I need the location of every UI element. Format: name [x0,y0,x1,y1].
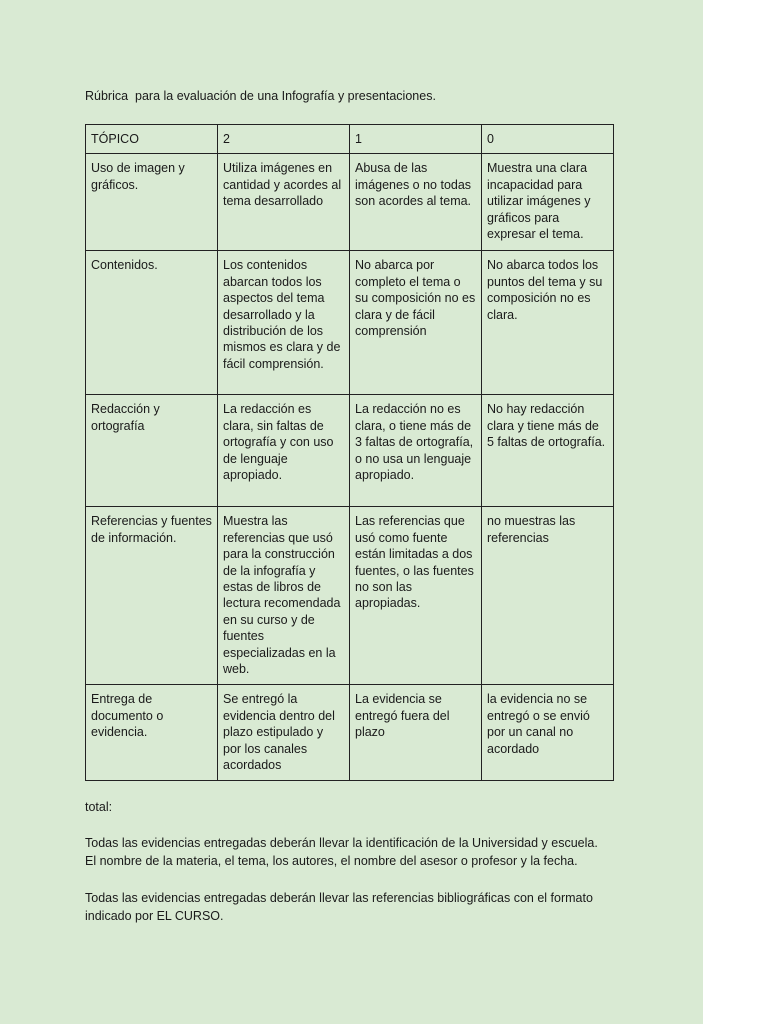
total-label: total: [85,800,113,814]
table-cell: Los contenidos abarcan todos los aspectos del tema desarrollado y la distribución de los mismos es clara y de fácil comprensión. [218,251,350,395]
table-cell: Muestra las referencias que usó para la construcción de la infografía y estas de libros de lectura recomendada en su curso y de fuentes especializadas en la web. [218,507,350,685]
identification-note [85,835,645,870]
identification-note-line-2: El nombre de la materia, el tema, los autores, el nombre del asesor o profesor y la fecha. [85,853,578,868]
document-title: Rúbrica para la evaluación de una Infografía y presentaciones. [85,89,436,103]
references-note-line-1: Todas las evidencias entregadas deberán llevar las referencias bibliográficas con el formato [85,891,593,905]
table-cell: Utiliza imágenes en cantidad y acordes al tema desarrollado [218,154,350,251]
table-cell: Entrega de documento o evidencia. [86,685,218,781]
rubric-table [85,124,614,781]
table-cell: No hay redacción clara y tiene más de 5 faltas de ortografía. [482,395,614,507]
references-note [85,890,645,925]
header-cell-score-1: 1 [350,125,482,154]
header-cell-score-0: 0 [482,125,614,154]
header-cell-topico: TÓPICO [86,125,218,154]
table-row [86,154,614,251]
table-cell: Redacción y ortografía [86,395,218,507]
table-cell: No abarca por completo el tema o su composición no es clara y de fácil comprensión [350,251,482,395]
table-cell: Se entregó la evidencia dentro del plazo estipulado y por los canales acordados [218,685,350,781]
table-header-row [86,125,614,154]
table-cell: Muestra una clara incapacidad para utilizar imágenes y gráficos para expresar el tema. [482,154,614,251]
identification-note-line-1: Todas las evidencias entregadas deberán llevar la identificación de la Universidad y escuela. [85,836,598,850]
table-cell: Uso de imagen y gráficos. [86,154,218,251]
table-row [86,251,614,395]
table-cell: La evidencia se entregó fuera del plazo [350,685,482,781]
table-cell: Abusa de las imágenes o no todas son acordes al tema. [350,154,482,251]
table-cell: La redacción no es clara, o tiene más de 3 faltas de ortografía, o no usa un lenguaje apropiado. [350,395,482,507]
table-row [86,685,614,781]
table-row [86,395,614,507]
table-row [86,507,614,685]
header-cell-score-2: 2 [218,125,350,154]
table-cell: no muestras las referencias [482,507,614,685]
table-cell: La redacción es clara, sin faltas de ortografía y con uso de lenguaje apropiado. [218,395,350,507]
table-cell: Contenidos. [86,251,218,395]
references-note-line-2: indicado por EL CURSO. [85,908,224,923]
table-cell: Referencias y fuentes de información. [86,507,218,685]
table-cell: No abarca todos los puntos del tema y su composición no es clara. [482,251,614,395]
table-cell: la evidencia no se entregó o se envió por un canal no acordado [482,685,614,781]
table-cell: Las referencias que usó como fuente están limitadas a dos fuentes, o las fuentes no son las apropiadas. [350,507,482,685]
